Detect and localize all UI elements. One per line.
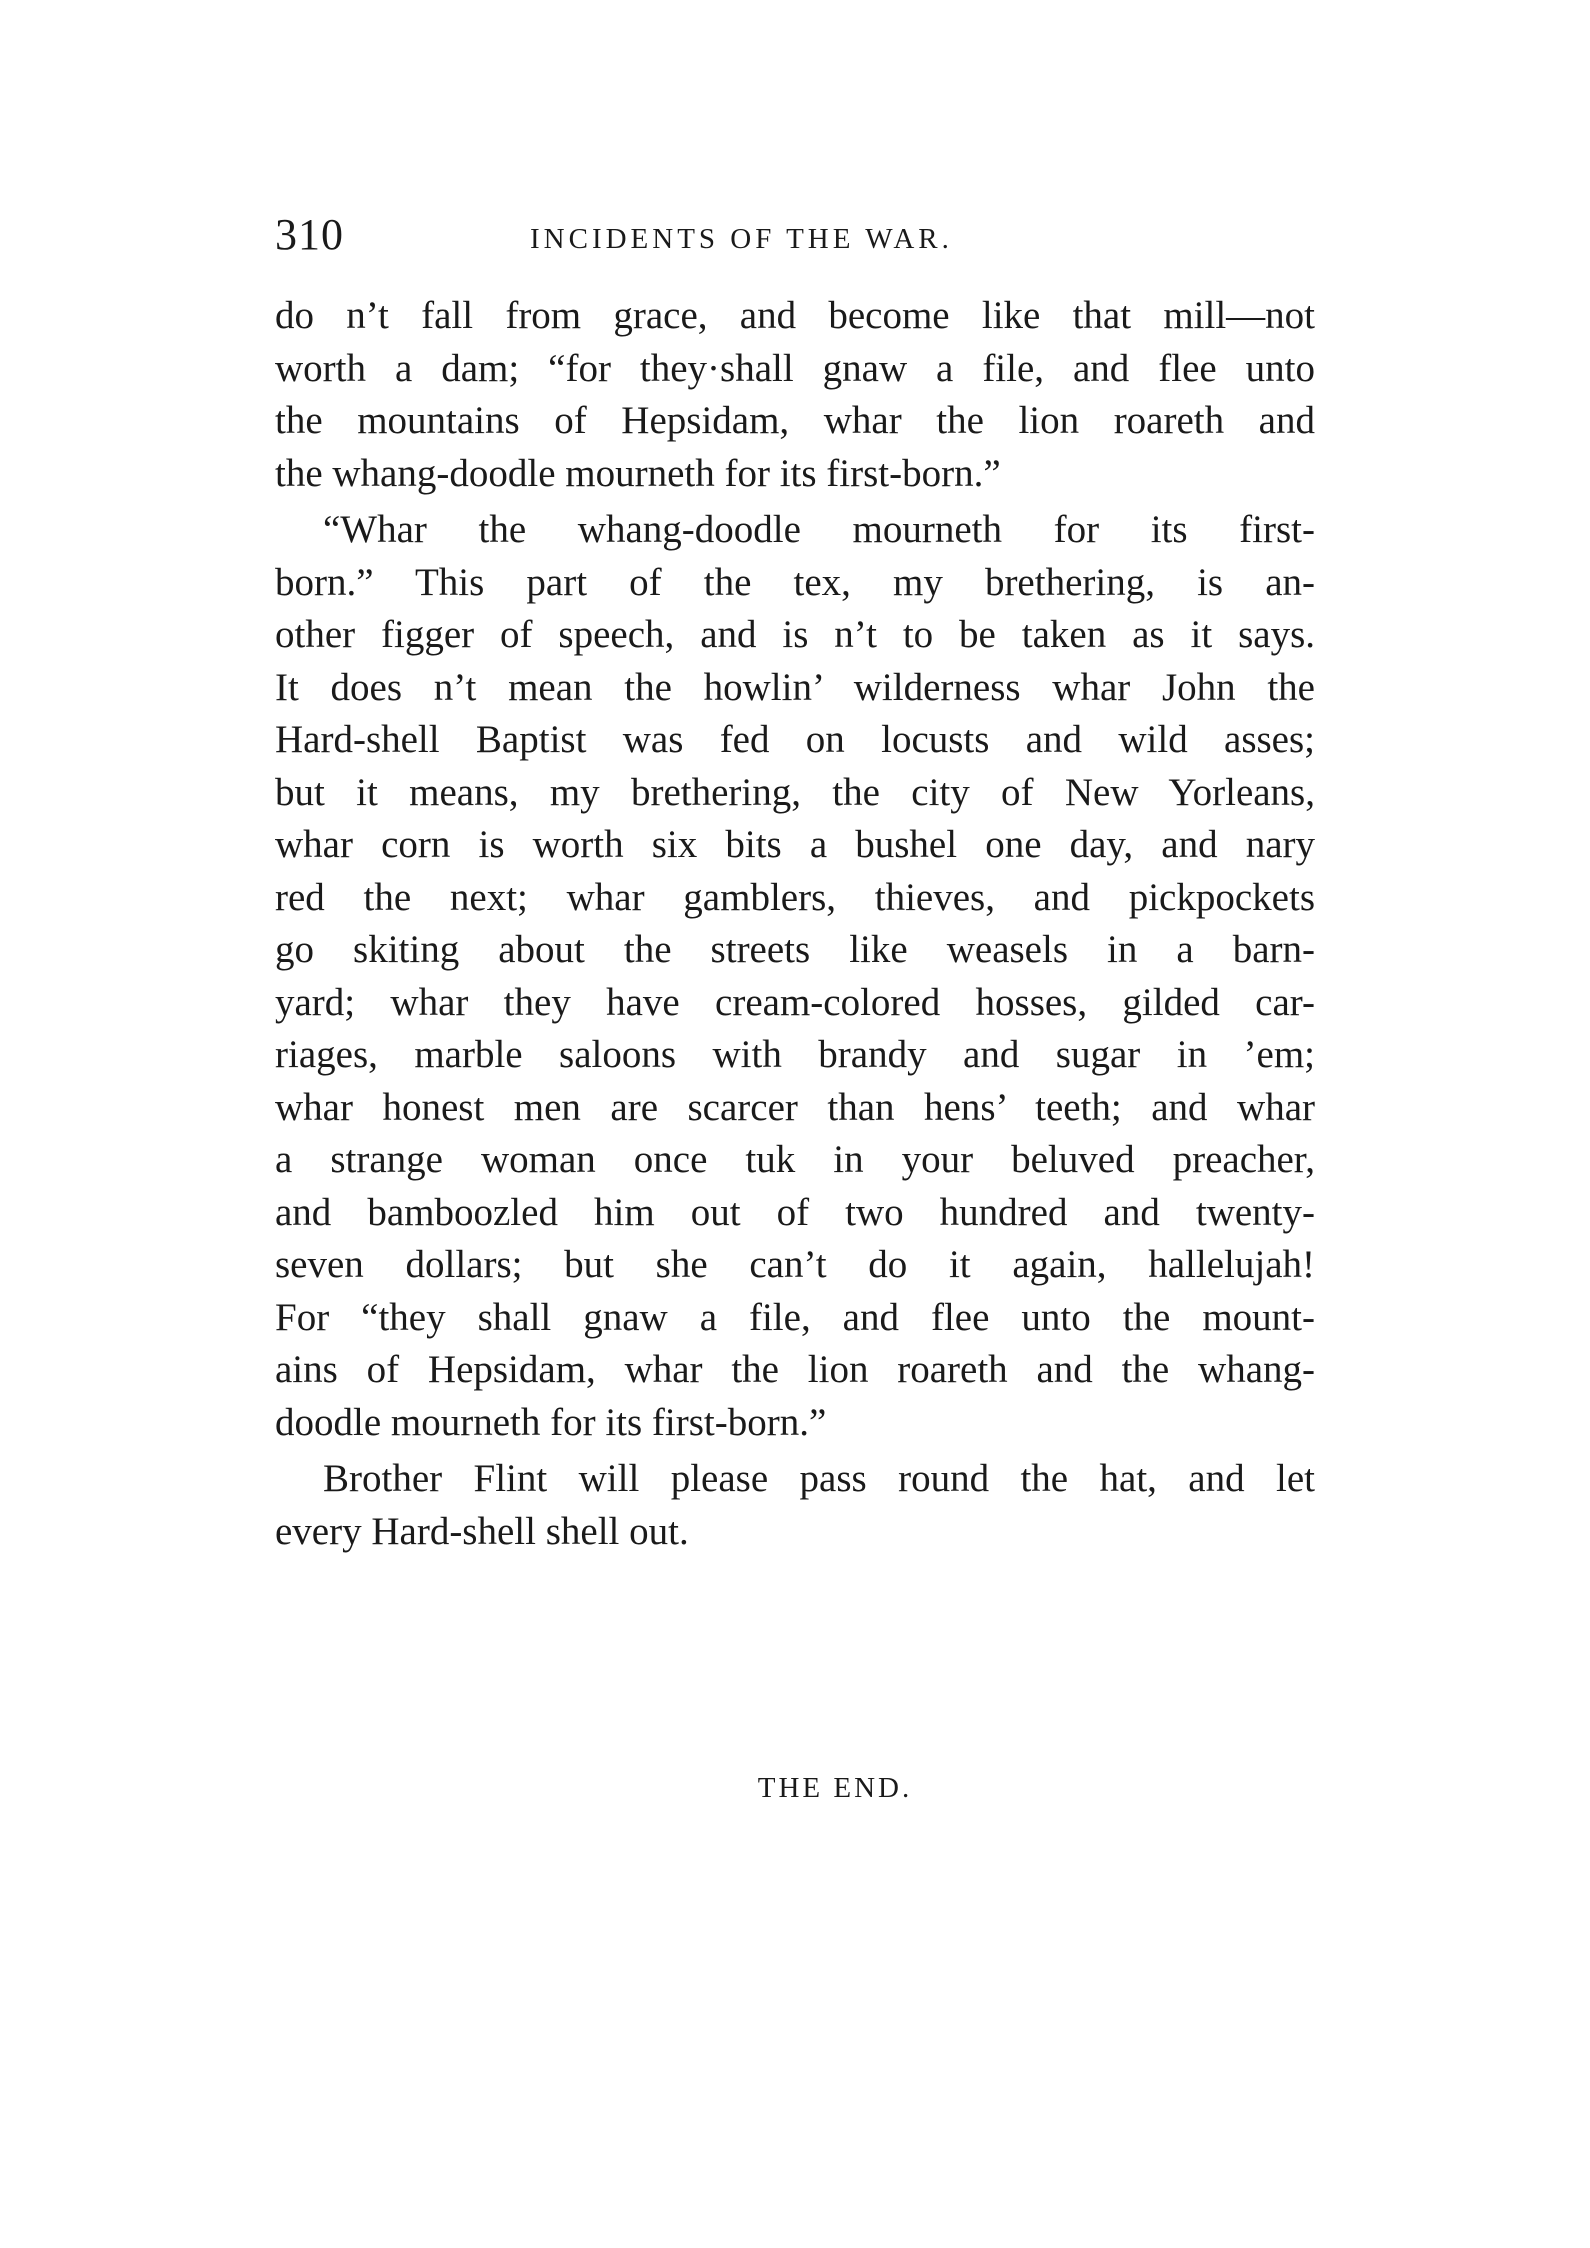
text-line: seven dollars; but she can’t do it again, hallelujah! xyxy=(275,1243,1315,1286)
text-line: the whang-doodle mourneth for its first-born.” xyxy=(275,451,1001,495)
text-line: and bamboozled him out of two hundred and twenty- xyxy=(275,1190,1315,1234)
text-line: every Hard-shell shell out. xyxy=(275,1509,689,1553)
text-line: other figger of speech, and is n’t to be taken as it says. xyxy=(275,613,1315,656)
page-number: 310 xyxy=(275,210,344,259)
text-line: For “they shall gnaw a file, and flee unto the mount- xyxy=(275,1295,1315,1339)
text-line: It does n’t mean the howlin’ wilderness whar John the xyxy=(275,665,1315,709)
text-line: ains of Hepsidam, whar the lion roareth and the whang- xyxy=(275,1348,1315,1391)
text-line: born.” This part of the tex, my brethering, is an- xyxy=(275,560,1315,604)
text-line: go skiting about the streets like weasels in a barn- xyxy=(275,928,1315,971)
running-head-title: INCIDENTS OF THE WAR. xyxy=(530,223,953,255)
text-line: Hard-shell Baptist was fed on locusts and wild asses; xyxy=(275,718,1315,761)
paragraph xyxy=(275,504,1315,1449)
text-line: Brother Flint will please pass round the hat, and let xyxy=(323,1457,1315,1500)
text-line: worth a dam; “for they·shall gnaw a file, and flee unto xyxy=(275,346,1315,390)
text-line: whar honest men are scarcer than hens’ teeth; and whar xyxy=(275,1085,1315,1129)
text-line: red the next; whar gamblers, thieves, and pickpockets xyxy=(275,875,1315,919)
text-line: yard; whar they have cream-colored hosses, gilded car- xyxy=(275,980,1315,1024)
text-line: but it means, my brethering, the city of New Yorleans, xyxy=(275,770,1315,814)
paragraph xyxy=(275,290,1315,500)
text-line: the mountains of Hepsidam, whar the lion roareth and xyxy=(275,399,1315,442)
text-line: riages, marble saloons with brandy and sugar in ’em; xyxy=(275,1033,1315,1076)
running-head xyxy=(275,205,1315,265)
paragraph xyxy=(275,1453,1315,1558)
text-line: whar corn is worth six bits a bushel one day, and nary xyxy=(275,823,1315,866)
closing-the-end: THE END. xyxy=(757,1772,913,1804)
body-text xyxy=(275,290,1315,1558)
text-line: doodle mourneth for its first-born.” xyxy=(275,1400,827,1444)
text-line: “Whar the whang-doodle mourneth for its first- xyxy=(323,508,1315,551)
text-line: do n’t fall from grace, and become like that mill—not xyxy=(275,294,1315,337)
text-line: a strange woman once tuk in your beluved preacher, xyxy=(275,1138,1315,1181)
